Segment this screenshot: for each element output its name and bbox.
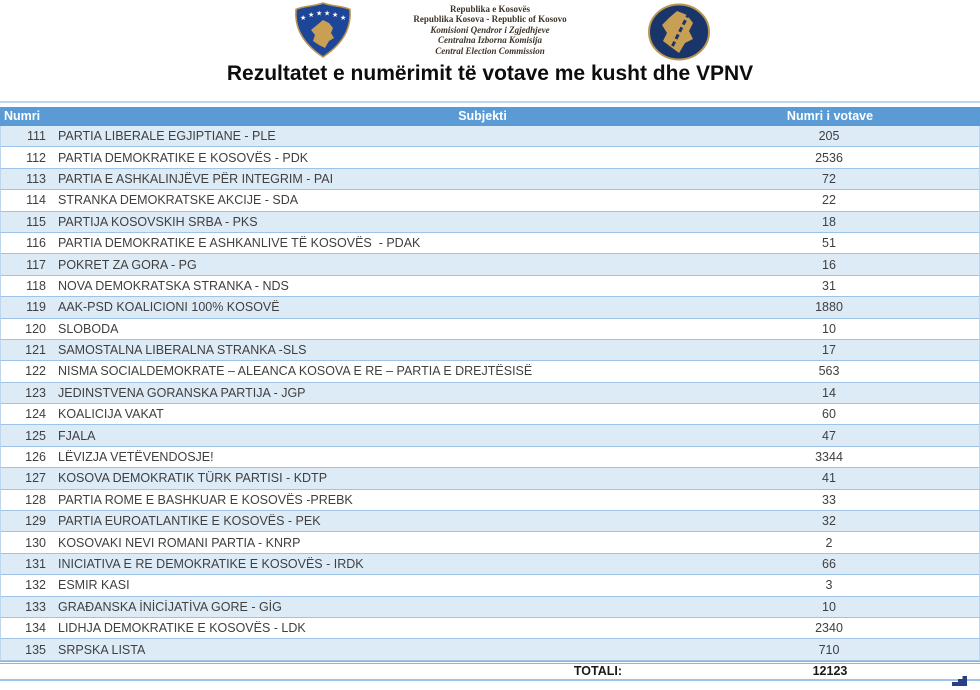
row-number: 126 xyxy=(25,450,46,465)
table-row xyxy=(0,190,980,211)
row-number: 131 xyxy=(25,557,46,571)
row-number: 124 xyxy=(25,407,46,422)
svg-text:★: ★ xyxy=(332,11,339,19)
row-votes: 18 xyxy=(822,214,836,229)
total-label: TOTALI: xyxy=(573,664,622,679)
row-subject: FJALA xyxy=(58,428,96,443)
row-number: 120 xyxy=(25,321,46,336)
row-subject: JEDINSTVENA GORANSKA PARTIJA - JGP xyxy=(58,385,306,400)
org-line: Centralna Izborna Komisija xyxy=(437,35,543,46)
row-number: 127 xyxy=(25,471,46,486)
row-subject: KOSOVAKI NEVI ROMANI PARTIA - KNRP xyxy=(58,535,301,550)
row-votes: 47 xyxy=(822,428,836,443)
svg-text:★: ★ xyxy=(308,11,315,19)
table-row xyxy=(0,276,980,297)
row-subject: ESMIR KASI xyxy=(58,578,130,593)
row-number: 134 xyxy=(25,621,46,636)
row-votes: 3 xyxy=(825,578,833,593)
row-subject: PARTIJA KOSOVSKIH SRBA - PKS xyxy=(58,214,258,229)
table-row xyxy=(0,511,980,532)
row-subject: SAMOSTALNA LIBERALNA STRANKA -SLS xyxy=(58,343,307,358)
org-line: Republika e Kosovës xyxy=(449,4,530,14)
table-row xyxy=(0,319,980,340)
row-subject: PARTIA E ASHKALINJËVE PËR INTEGRIM - PAI xyxy=(58,171,334,186)
row-votes: 60 xyxy=(822,407,836,422)
table-row xyxy=(0,340,980,361)
row-subject: PARTIA LIBERALE EGJIPTIANE - PLE xyxy=(58,129,276,144)
row-subject: SLOBODA xyxy=(58,321,119,336)
row-subject: INICIATIVA E RE DEMOKRATIKE E KOSOVËS - IRDK xyxy=(58,557,364,571)
row-subject: NOVA DEMOKRATSKA STRANKA - NDS xyxy=(58,278,289,293)
row-subject: PARTIA ROME E BASHKUAR E KOSOVËS -PREBK xyxy=(58,492,353,507)
row-number: 129 xyxy=(25,514,46,529)
table-row xyxy=(0,425,980,446)
row-votes: 16 xyxy=(822,257,836,272)
table-body xyxy=(0,126,980,661)
row-votes: 33 xyxy=(822,492,836,507)
row-votes: 1880 xyxy=(815,300,843,315)
row-number: 123 xyxy=(25,385,46,400)
table-row xyxy=(0,254,980,275)
row-number: 116 xyxy=(26,236,46,251)
table-row xyxy=(0,490,980,511)
org-line: Central Election Commission xyxy=(435,45,545,56)
row-subject: NISMA SOCIALDEMOKRATE – ALEANCA KOSOVA E RE – PARTIA E DREJTËSISË xyxy=(58,364,533,379)
row-number: 117 xyxy=(26,257,46,272)
row-votes: 51 xyxy=(822,236,836,251)
table-row xyxy=(0,169,980,190)
row-subject: STRANKA DEMOKRATSKE AKCIJE - SDA xyxy=(58,193,299,208)
column-header-votes: Numri i votave xyxy=(786,109,874,123)
svg-text:★: ★ xyxy=(300,14,307,22)
row-subject: LËVIZJA VETËVENDOSJE! xyxy=(58,450,214,465)
table-row xyxy=(0,233,980,254)
column-header-subjekti: Subjekti xyxy=(458,109,507,123)
row-subject: KOALICIJA VAKAT xyxy=(58,407,164,422)
table-row xyxy=(0,639,980,660)
row-subject: AAK-PSD KOALICIONI 100% KOSOVË xyxy=(58,300,280,315)
row-votes: 41 xyxy=(822,471,836,486)
row-number: 115 xyxy=(26,214,46,229)
table-row xyxy=(0,554,980,575)
row-number: 114 xyxy=(26,193,46,208)
row-votes: 72 xyxy=(822,171,836,186)
org-line: Republika Kosova - Republic of Kosovo xyxy=(413,14,567,25)
row-number: 133 xyxy=(25,599,46,614)
row-votes: 31 xyxy=(822,278,836,293)
total-row xyxy=(0,661,980,681)
total-votes: 12123 xyxy=(812,664,848,679)
table-row xyxy=(0,575,980,596)
row-votes: 2536 xyxy=(815,150,843,165)
row-votes: 22 xyxy=(822,193,836,208)
table-row xyxy=(0,212,980,233)
table-row xyxy=(0,404,980,425)
table-row xyxy=(0,361,980,382)
page-title: Rezultatet e numërimit të votave me kusht dhe VPNV xyxy=(226,62,754,85)
row-subject: LIDHJA DEMOKRATIKE E KOSOVËS - LDK xyxy=(58,621,306,636)
cec-emblem-logo xyxy=(647,3,711,66)
svg-text:★: ★ xyxy=(340,14,347,22)
row-votes: 563 xyxy=(818,364,840,379)
row-number: 121 xyxy=(25,343,46,358)
table-row xyxy=(0,597,980,618)
row-votes: 2 xyxy=(825,535,833,550)
row-votes: 10 xyxy=(822,599,836,614)
table-row xyxy=(0,447,980,468)
row-subject: KOSOVA DEMOKRATIK TÜRK PARTISI - KDTP xyxy=(58,471,328,486)
row-votes: 205 xyxy=(818,129,840,144)
divider-rule xyxy=(0,101,980,103)
table-header-row xyxy=(0,107,980,126)
table-row xyxy=(0,383,980,404)
row-subject: POKRET ZA GORA - PG xyxy=(58,257,197,272)
row-subject: PARTIA DEMOKRATIKE E KOSOVËS - PDK xyxy=(58,150,309,165)
row-number: 128 xyxy=(25,492,46,507)
table-row xyxy=(0,468,980,489)
table-row xyxy=(0,618,980,639)
row-number: 132 xyxy=(25,578,46,593)
row-number: 113 xyxy=(26,171,46,186)
results-table xyxy=(0,107,980,681)
table-row xyxy=(0,147,980,168)
table-row xyxy=(0,532,980,553)
row-number: 135 xyxy=(25,642,46,657)
row-votes: 66 xyxy=(822,557,836,571)
row-number: 111 xyxy=(26,129,46,144)
row-votes: 2340 xyxy=(815,621,843,636)
row-votes: 3344 xyxy=(815,450,843,465)
row-subject: PARTIA DEMOKRATIKE E ASHKANLIVE TË KOSOVËS - PDAK xyxy=(58,236,421,251)
row-number: 125 xyxy=(25,428,46,443)
row-votes: 17 xyxy=(822,343,836,358)
svg-text:★: ★ xyxy=(316,9,323,18)
row-votes: 32 xyxy=(822,514,836,529)
org-line: Komisioni Qendror i Zgjedhjeve xyxy=(430,24,550,35)
table-row xyxy=(0,126,980,147)
row-votes: 14 xyxy=(822,385,836,400)
row-number: 119 xyxy=(26,300,46,315)
row-subject: GRAĐANSKA İNİCİJATİVA GORE - GİG xyxy=(58,599,282,614)
row-number: 118 xyxy=(26,278,46,293)
row-number: 122 xyxy=(25,364,46,379)
column-header-numri: Numri xyxy=(4,109,41,123)
svg-text:★: ★ xyxy=(324,9,331,18)
row-votes: 10 xyxy=(822,321,836,336)
row-number: 130 xyxy=(25,535,46,550)
row-subject: SRPSKA LISTA xyxy=(58,642,146,657)
row-number: 112 xyxy=(26,150,46,165)
letterhead xyxy=(0,0,980,60)
row-subject: PARTIA EUROATLANTIKE E KOSOVËS - PEK xyxy=(58,514,321,529)
row-votes: 710 xyxy=(818,642,840,657)
cec-circle-icon xyxy=(647,3,711,61)
org-name-lines xyxy=(0,4,980,56)
table-row xyxy=(0,297,980,318)
